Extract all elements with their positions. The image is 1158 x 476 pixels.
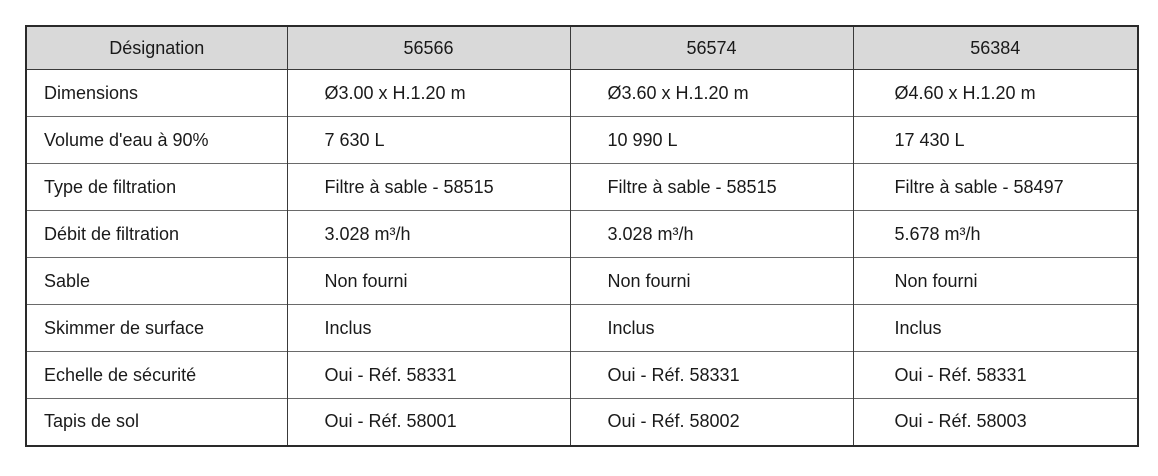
cell-56384: Ø4.60 x H.1.20 m bbox=[853, 70, 1138, 117]
cell-56566: Oui - Réf. 58001 bbox=[287, 399, 570, 446]
table-row-sand bbox=[26, 258, 1138, 305]
cell-56384: 5.678 m³/h bbox=[853, 211, 1138, 258]
cell-56574: Oui - Réf. 58002 bbox=[570, 399, 853, 446]
header-designation: Désignation bbox=[26, 26, 287, 70]
cell-56566: Inclus bbox=[287, 305, 570, 352]
cell-56566: 3.028 m³/h bbox=[287, 211, 570, 258]
table-row-ground-mat bbox=[26, 399, 1138, 446]
cell-56566: Filtre à sable - 58515 bbox=[287, 164, 570, 211]
cell-56574: 10 990 L bbox=[570, 117, 853, 164]
cell-56566: 7 630 L bbox=[287, 117, 570, 164]
row-label: Echelle de sécurité bbox=[26, 352, 287, 399]
row-label: Dimensions bbox=[26, 70, 287, 117]
cell-56384: Non fourni bbox=[853, 258, 1138, 305]
row-label: Type de filtration bbox=[26, 164, 287, 211]
table-row-ladder bbox=[26, 352, 1138, 399]
header-model-56384: 56384 bbox=[853, 26, 1138, 70]
table-row-filtration-rate bbox=[26, 211, 1138, 258]
cell-56574: Oui - Réf. 58331 bbox=[570, 352, 853, 399]
table-row-filtration-type bbox=[26, 164, 1138, 211]
row-label: Débit de filtration bbox=[26, 211, 287, 258]
cell-56566: Non fourni bbox=[287, 258, 570, 305]
row-label: Skimmer de surface bbox=[26, 305, 287, 352]
row-label: Volume d'eau à 90% bbox=[26, 117, 287, 164]
table-row-volume bbox=[26, 117, 1138, 164]
cell-56574: Ø3.60 x H.1.20 m bbox=[570, 70, 853, 117]
row-label: Tapis de sol bbox=[26, 399, 287, 446]
row-label: Sable bbox=[26, 258, 287, 305]
table-body bbox=[26, 70, 1138, 446]
cell-56574: Inclus bbox=[570, 305, 853, 352]
header-model-56566: 56566 bbox=[287, 26, 570, 70]
cell-56384: Inclus bbox=[853, 305, 1138, 352]
cell-56384: Filtre à sable - 58497 bbox=[853, 164, 1138, 211]
table-row-dimensions bbox=[26, 70, 1138, 117]
cell-56574: Non fourni bbox=[570, 258, 853, 305]
cell-56384: Oui - Réf. 58331 bbox=[853, 352, 1138, 399]
specification-table bbox=[25, 25, 1139, 447]
cell-56384: 17 430 L bbox=[853, 117, 1138, 164]
cell-56574: 3.028 m³/h bbox=[570, 211, 853, 258]
cell-56384: Oui - Réf. 58003 bbox=[853, 399, 1138, 446]
header-row bbox=[26, 26, 1138, 70]
cell-56566: Ø3.00 x H.1.20 m bbox=[287, 70, 570, 117]
cell-56574: Filtre à sable - 58515 bbox=[570, 164, 853, 211]
header-model-56574: 56574 bbox=[570, 26, 853, 70]
table-row-skimmer bbox=[26, 305, 1138, 352]
cell-56566: Oui - Réf. 58331 bbox=[287, 352, 570, 399]
table-header bbox=[26, 26, 1138, 70]
